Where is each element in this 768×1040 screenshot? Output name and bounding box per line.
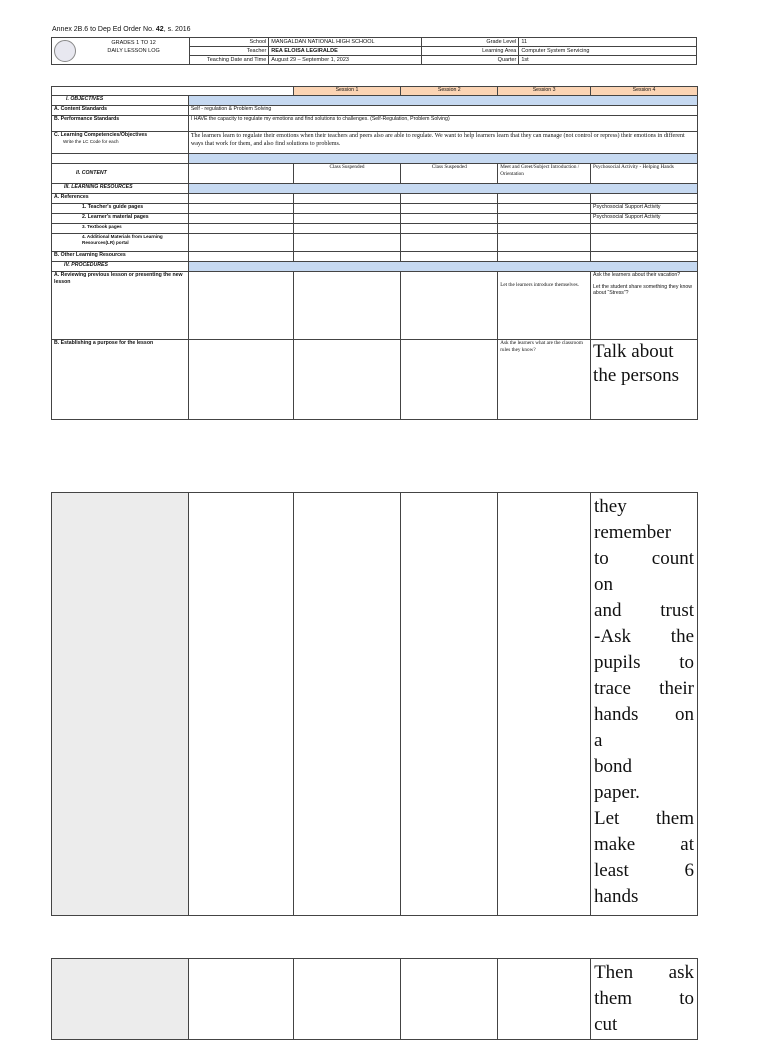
add-c1 xyxy=(188,234,293,252)
tb-c1 xyxy=(188,224,293,234)
title-line2: DAILY LESSON LOG xyxy=(107,48,160,54)
continuation-line: bond xyxy=(594,756,633,778)
cont2-c4 xyxy=(498,959,591,1040)
reviewing-session-4-q2: Let the student share something they know about “Stress”? xyxy=(593,283,692,296)
reviewing-session-4 xyxy=(591,272,698,340)
cont2-c1 xyxy=(188,959,293,1040)
content-session-3: Meet and Greet/Subject Introduction / Orientation xyxy=(498,164,591,184)
annex-line xyxy=(52,26,191,33)
date-value: August 29 – September 1, 2023 xyxy=(269,56,422,65)
continuation-line: them to xyxy=(594,988,694,1010)
cont1-c2 xyxy=(293,493,401,916)
content-session-2: Class Suspended xyxy=(401,164,498,184)
purpose-session-4 xyxy=(591,340,698,420)
ref-c3 xyxy=(401,194,498,204)
continuation-line: a xyxy=(594,730,603,752)
school-label: School xyxy=(190,38,269,47)
cont2-c3 xyxy=(401,959,498,1040)
continuation-line: remember xyxy=(594,522,672,544)
procedures-band xyxy=(188,262,697,272)
continuation-table-1 xyxy=(51,492,698,916)
continuation-line: hands xyxy=(594,886,639,908)
cont1-lines xyxy=(594,494,694,910)
title-cell xyxy=(78,38,190,65)
objectives-band xyxy=(188,96,697,106)
teachers-guide-label: 1. Teacher's guide pages xyxy=(52,204,189,214)
add-c3 xyxy=(401,234,498,252)
content-session-4: Psychosocial Activity - Helping Hands xyxy=(591,164,698,184)
pre-content-band xyxy=(188,154,697,164)
lesson-table xyxy=(51,86,698,420)
tb-c3 xyxy=(401,224,498,234)
continuation-line: Then ask xyxy=(594,962,694,983)
area-value: Computer System Servicing xyxy=(519,47,697,56)
tg-c3 xyxy=(401,204,498,214)
continuation-line: least 6 xyxy=(594,860,694,882)
continuation-line: hands on xyxy=(594,704,694,726)
oth-c5 xyxy=(591,252,698,262)
cont2-lines xyxy=(594,960,694,1038)
oth-c2 xyxy=(293,252,401,262)
tg-c1 xyxy=(188,204,293,214)
add-c4 xyxy=(498,234,591,252)
cont2-session-4 xyxy=(591,959,698,1040)
tg-c4 xyxy=(498,204,591,214)
content-blank xyxy=(188,164,293,184)
procedures-heading: IV. PROCEDURES xyxy=(52,262,189,272)
continuation-line: paper. xyxy=(594,782,640,804)
continuation-line: trace their xyxy=(594,678,694,700)
ref-c5 xyxy=(591,194,698,204)
reviewing-label: A. Reviewing previous lesson or presenting the new lesson xyxy=(52,272,189,340)
learners-material-session-4: Psychosocial Support Activity xyxy=(591,214,698,224)
title-line1: GRADES 1 TO 12 xyxy=(111,40,156,46)
school-value: MANGALDAN NATIONAL HIGH SCHOOL xyxy=(269,38,422,47)
continuation-line: cut xyxy=(594,1014,618,1036)
oth-c1 xyxy=(188,252,293,262)
rev-c2 xyxy=(293,272,401,340)
add-c5 xyxy=(591,234,698,252)
continuation-line: on xyxy=(594,574,614,596)
rev-c1 xyxy=(188,272,293,340)
seal-cell xyxy=(52,38,79,65)
session-blank xyxy=(52,87,294,96)
resources-heading: III. LEARNING RESOURCES xyxy=(52,184,189,194)
quarter-value: 1st xyxy=(519,56,697,65)
references-label: A. References xyxy=(52,194,189,204)
area-label: Learning Area xyxy=(422,47,519,56)
purpose-session-4-text: Talk about the persons xyxy=(593,341,680,386)
cont1-c1 xyxy=(188,493,293,916)
grade-value: 11 xyxy=(519,38,697,47)
continuation-table-2 xyxy=(51,958,698,1040)
objectives-heading: I. OBJECTIVES xyxy=(52,96,189,106)
continuation-line: make at xyxy=(594,834,694,856)
annex-number: 42 xyxy=(155,26,164,33)
content-standards-value: Self - regulation & Problem Solving xyxy=(188,106,697,116)
performance-standards-label: B. Performance Standards xyxy=(52,116,189,132)
competencies-label: C. Learning Competencies/Objectives xyxy=(54,132,148,138)
pre-content-blank xyxy=(52,154,189,164)
date-label: Teaching Date and Time xyxy=(190,56,269,65)
rev-c3 xyxy=(401,272,498,340)
teachers-guide-session-4: Psychosocial Support Activity xyxy=(591,204,698,214)
quarter-label: Quarter xyxy=(422,56,519,65)
competencies-value: The learners learn to regulate their emotions when their teachers and peers also are able to regulate. We want to help learners learn that they can manage (not control or repress) their emotions in different ways that work for them, and also find solutions to problems. xyxy=(188,132,697,154)
performance-standards-value: I HAVE the capacity to regulate my emotions and find solutions to challenges. (Self-Regulation, Problem Solving) xyxy=(188,116,697,132)
oth-c4 xyxy=(498,252,591,262)
lm-c2 xyxy=(293,214,401,224)
pur-c3 xyxy=(401,340,498,420)
other-resources-label: B. Other Learning Resources xyxy=(52,252,189,262)
deped-seal-icon xyxy=(54,40,76,62)
cont2-c2 xyxy=(293,959,401,1040)
content-session-1: Class Suspended xyxy=(293,164,401,184)
purpose-session-3: Ask the learners what are the classroom rules they know? xyxy=(498,340,591,420)
oth-c3 xyxy=(401,252,498,262)
annex-prefix: Annex 2B.6 to Dep Ed Order No. xyxy=(52,26,154,33)
cont1-session-4 xyxy=(591,493,698,916)
purpose-label: B. Establishing a purpose for the lesson xyxy=(52,340,189,420)
additional-materials-label: 4. Additional Materials from Learning Resources(LR) portal xyxy=(52,234,189,252)
competencies-sublabel: Write the LC Code for each xyxy=(63,138,119,144)
lm-c4 xyxy=(498,214,591,224)
content-heading: II. CONTENT xyxy=(52,164,189,184)
lm-c1 xyxy=(188,214,293,224)
session-1-header: Session 1 xyxy=(293,87,401,96)
lm-c3 xyxy=(401,214,498,224)
competencies-label-cell xyxy=(52,132,189,154)
continuation-line: and trust xyxy=(594,600,694,622)
header-table xyxy=(51,37,697,65)
cont1-c4 xyxy=(498,493,591,916)
session-2-header: Session 2 xyxy=(401,87,498,96)
pur-c2 xyxy=(293,340,401,420)
session-4-header: Session 4 xyxy=(591,87,698,96)
reviewing-session-4-q1: Ask the learners about their vacation? xyxy=(593,272,681,278)
learners-material-label: 2. Learner's material pages xyxy=(52,214,189,224)
tb-c5 xyxy=(591,224,698,234)
cont1-c3 xyxy=(401,493,498,916)
ref-c4 xyxy=(498,194,591,204)
reviewing-session-3: Let the learners introduce themselves. xyxy=(498,272,591,340)
continuation-line: -Ask the xyxy=(594,626,694,648)
ref-c1 xyxy=(188,194,293,204)
cont1-label-cell xyxy=(52,493,189,916)
ref-c2 xyxy=(293,194,401,204)
cont2-label-cell xyxy=(52,959,189,1040)
continuation-line: to count xyxy=(594,548,694,570)
continuation-line: they xyxy=(594,496,627,517)
pur-c1 xyxy=(188,340,293,420)
grade-label: Grade Level xyxy=(422,38,519,47)
teacher-label: Teacher xyxy=(190,47,269,56)
content-standards-label: A. Content Standards xyxy=(52,106,189,116)
tg-c2 xyxy=(293,204,401,214)
tb-c2 xyxy=(293,224,401,234)
continuation-line: Let them xyxy=(594,808,694,830)
textbook-label: 3. Textbook pages xyxy=(52,224,189,234)
resources-band xyxy=(188,184,697,194)
teacher-value: REA ELOISA LEGIRALDE xyxy=(269,47,422,56)
annex-suffix: , s. 2016 xyxy=(163,26,191,33)
tb-c4 xyxy=(498,224,591,234)
add-c2 xyxy=(293,234,401,252)
continuation-line: pupils to xyxy=(594,652,694,674)
session-3-header: Session 3 xyxy=(498,87,591,96)
